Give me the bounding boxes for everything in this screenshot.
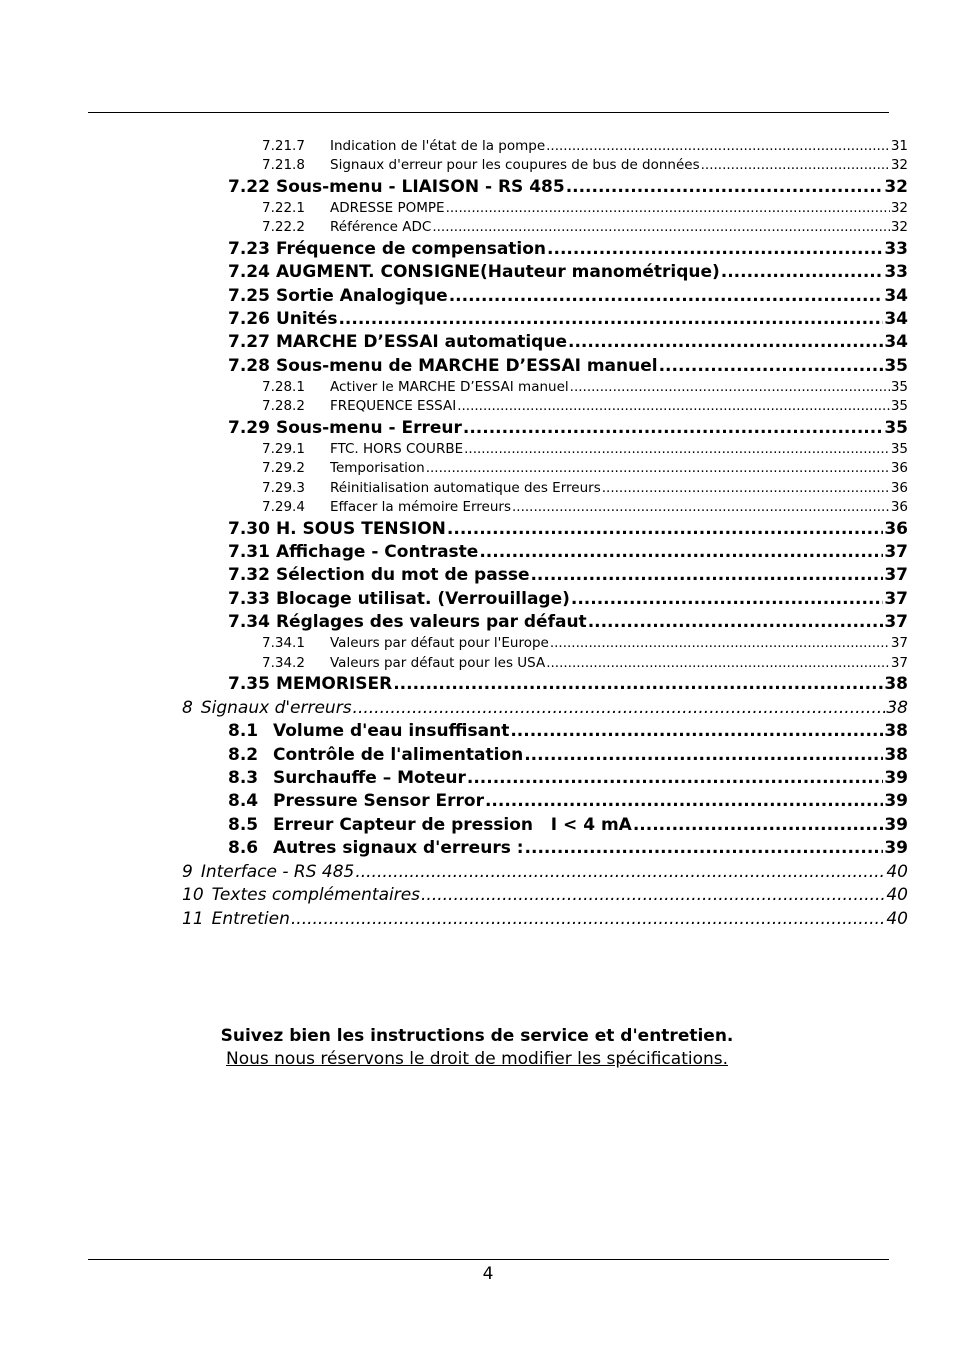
toc-entry[interactable] <box>262 460 908 476</box>
toc-entry-title: Autres signaux d'erreurs : <box>273 838 524 858</box>
toc-entry-number: 8.6 <box>228 838 259 858</box>
toc-entry-number: 7.28 <box>228 356 270 376</box>
toc-entry[interactable] <box>182 862 908 882</box>
toc-entry-page: 35 <box>890 398 908 414</box>
toc-entry-page: 39 <box>884 768 908 788</box>
toc-leader-dots <box>291 909 885 929</box>
toc-entry-number: 7.30 <box>228 519 270 539</box>
toc-entry-number: 7.21.7 <box>262 138 305 154</box>
toc-entry-title: Sélection du mot de passe <box>275 565 530 585</box>
toc-entry-page: 35 <box>890 441 908 457</box>
toc-entry-title: Valeurs par défaut pour les USA <box>330 655 546 671</box>
toc-leader-dots <box>701 157 890 173</box>
toc-entry-number: 7.22 <box>228 177 270 197</box>
toc-entry-number: 7.29 <box>228 418 270 438</box>
toc-leader-dots <box>571 589 883 609</box>
toc-entry-number: 7.26 <box>228 309 270 329</box>
header-rule <box>88 112 889 113</box>
toc-entry-number: 7.29.2 <box>262 460 305 476</box>
toc-entry[interactable] <box>262 200 908 216</box>
toc-entry-page: 36 <box>890 499 908 515</box>
toc-entry[interactable] <box>228 262 908 282</box>
toc-entry-number: 8.2 <box>228 745 259 765</box>
toc-entry-number: 7.34.2 <box>262 655 305 671</box>
toc-leader-dots <box>721 262 884 282</box>
toc-entry[interactable] <box>228 309 908 329</box>
service-instruction-notice: Suivez bien les instructions de service et d'entretien. <box>220 1026 734 1046</box>
toc-entry-number: 7.34.1 <box>262 635 305 651</box>
toc-entry[interactable] <box>262 157 908 173</box>
toc-leader-dots <box>432 219 889 235</box>
toc-entry-title: Sous-menu - LIAISON - RS 485 <box>275 177 565 197</box>
toc-entry-number: 8.1 <box>228 721 259 741</box>
toc-entry[interactable] <box>262 480 908 496</box>
toc-entry-page: 40 <box>886 885 908 905</box>
toc-entry-page: 40 <box>886 862 908 882</box>
toc-entry-page: 38 <box>884 721 908 741</box>
toc-entry-number: 8.4 <box>228 791 259 811</box>
toc-entry[interactable] <box>228 589 908 609</box>
toc-entry-page: 34 <box>884 309 908 329</box>
toc-entry-page: 34 <box>884 332 908 352</box>
toc-entry-title: H. SOUS TENSION <box>275 519 446 539</box>
toc-entry-number: 7.31 <box>228 542 270 562</box>
toc-entry-number: 7.34 <box>228 612 270 632</box>
toc-entry-page: 37 <box>890 655 908 671</box>
toc-entry-title: AUGMENT. CONSIGNE(Hauteur manométrique) <box>275 262 720 282</box>
toc-entry-number: 7.23 <box>228 239 270 259</box>
toc-entry-page: 35 <box>890 379 908 395</box>
toc-leader-dots <box>446 200 890 216</box>
toc-entry[interactable] <box>228 418 908 438</box>
toc-entry[interactable] <box>262 441 908 457</box>
toc-leader-dots <box>457 398 890 414</box>
toc-entry[interactable] <box>228 286 908 306</box>
toc-entry-title: Fréquence de compensation <box>275 239 547 259</box>
toc-entry-title: Réinitialisation automatique des Erreurs <box>330 480 601 496</box>
toc-leader-dots <box>449 286 884 306</box>
toc-entry-number: 7.33 <box>228 589 270 609</box>
toc-leader-dots <box>467 768 883 788</box>
toc-entry-title: Temporisation <box>330 460 425 476</box>
toc-entry-page: 35 <box>884 356 908 376</box>
toc-leader-dots <box>659 356 884 376</box>
toc-entry-title: Affichage - Contraste <box>275 542 479 562</box>
toc-entry-title: Signaux d'erreur pour les coupures de bus de données <box>330 157 700 173</box>
toc-entry[interactable] <box>228 177 908 197</box>
toc-entry-page: 36 <box>890 460 908 476</box>
toc-leader-dots <box>602 480 890 496</box>
toc-entry-number: 7.28.2 <box>262 398 305 414</box>
toc-entry[interactable] <box>262 635 908 651</box>
toc-entry-title: Indication de l'état de la pompe <box>330 138 546 154</box>
toc-entry[interactable] <box>228 745 908 765</box>
toc-entry-title: Effacer la mémoire Erreurs <box>330 499 511 515</box>
toc-entry[interactable] <box>228 542 908 562</box>
toc-entry-page: 38 <box>884 674 908 694</box>
toc-entry-page: 33 <box>884 262 908 282</box>
toc-entry-title: Interface - RS 485 <box>200 862 355 882</box>
toc-entry-number: 8.5 <box>228 815 259 835</box>
toc-entry-number: 7.22.2 <box>262 219 305 235</box>
toc-entry-number: 7.22.1 <box>262 200 305 216</box>
toc-entry-title: Réglages des valeurs par défaut <box>275 612 587 632</box>
toc-entry[interactable] <box>182 885 908 905</box>
toc-entry-title: Signaux d'erreurs <box>200 698 352 718</box>
toc-leader-dots <box>338 309 883 329</box>
toc-leader-dots <box>568 332 883 352</box>
toc-entry[interactable] <box>228 519 908 539</box>
toc-entry-number: 9 <box>182 862 193 882</box>
toc-entry-page: 37 <box>884 565 908 585</box>
toc-entry-title: Surchauffe – Moteur <box>273 768 466 788</box>
toc-entry-title: FREQUENCE ESSAI <box>330 398 457 414</box>
toc-leader-dots <box>530 565 883 585</box>
toc-leader-dots <box>421 885 885 905</box>
toc-entry[interactable] <box>228 791 908 811</box>
toc-entry-number: 7.29.4 <box>262 499 305 515</box>
toc-entry-title: Sous-menu de MARCHE D’ESSAI manuel <box>275 356 658 376</box>
toc-leader-dots <box>588 612 884 632</box>
toc-entry-title: FTC. HORS COURBE <box>330 441 464 457</box>
toc-entry[interactable] <box>228 768 908 788</box>
toc-entry[interactable] <box>228 838 908 858</box>
toc-entry-page: 31 <box>890 138 908 154</box>
toc-entry-page: 32 <box>884 177 908 197</box>
toc-entry-title: Blocage utilisat. (Verrouillage) <box>275 589 570 609</box>
toc-leader-dots <box>463 418 883 438</box>
toc-entry-page: 37 <box>884 589 908 609</box>
toc-entry-page: 32 <box>890 157 908 173</box>
toc-entry-title: Référence ADC <box>330 219 432 235</box>
toc-leader-dots <box>570 379 890 395</box>
toc-leader-dots <box>464 441 890 457</box>
toc-leader-dots <box>633 815 884 835</box>
toc-entry-title: Unités <box>275 309 338 329</box>
toc-entry[interactable] <box>228 612 908 632</box>
toc-entry-page: 40 <box>886 909 908 929</box>
toc-entry-number: 7.32 <box>228 565 270 585</box>
toc-leader-dots <box>524 745 883 765</box>
toc-entry[interactable] <box>228 565 908 585</box>
toc-entry[interactable] <box>228 239 908 259</box>
toc-entry-number: 7.35 <box>228 674 270 694</box>
toc-leader-dots <box>447 519 883 539</box>
toc-entry-page: 36 <box>884 519 908 539</box>
toc-entry-page: 38 <box>884 745 908 765</box>
toc-leader-dots <box>426 460 890 476</box>
toc-entry-page: 37 <box>884 612 908 632</box>
footer-rule <box>88 1259 889 1260</box>
toc-leader-dots <box>546 655 890 671</box>
toc-entry-number: 7.25 <box>228 286 270 306</box>
toc-entry-page: 39 <box>884 791 908 811</box>
toc-entry[interactable] <box>228 674 908 694</box>
toc-entry-number: 7.28.1 <box>262 379 305 395</box>
toc-entry[interactable] <box>228 815 908 835</box>
page-number: 4 <box>482 1264 494 1284</box>
toc-leader-dots <box>485 791 883 811</box>
toc-entry-number: 7.29.1 <box>262 441 305 457</box>
toc-entry-number: 11 <box>182 909 204 929</box>
toc-leader-dots <box>512 499 890 515</box>
toc-leader-dots <box>550 635 890 651</box>
toc-entry[interactable] <box>262 398 908 414</box>
toc-entry-title: Erreur Capteur de pression I < 4 mA <box>273 815 632 835</box>
toc-entry-title: Activer le MARCHE D’ESSAI manuel <box>330 379 569 395</box>
toc-entry-title: ADRESSE POMPE <box>330 200 445 216</box>
toc-entry-page: 35 <box>884 418 908 438</box>
toc-entry-number: 8.3 <box>228 768 259 788</box>
toc-entry-number: 7.27 <box>228 332 270 352</box>
toc-leader-dots <box>566 177 884 197</box>
toc-entry[interactable] <box>228 332 908 352</box>
toc-entry[interactable] <box>182 909 908 929</box>
toc-entry[interactable] <box>262 138 908 154</box>
toc-leader-dots <box>355 862 885 882</box>
toc-entry-title: MEMORISER <box>275 674 393 694</box>
toc-entry[interactable] <box>228 356 908 376</box>
toc-entry-title: Contrôle de l'alimentation <box>273 745 524 765</box>
toc-entry-title: Entretien <box>211 909 290 929</box>
toc-leader-dots <box>547 239 883 259</box>
toc-entry-title: MARCHE D’ESSAI automatique <box>275 332 567 352</box>
toc-entry-number: 10 <box>182 885 204 905</box>
toc-entry-page: 34 <box>884 286 908 306</box>
toc-leader-dots <box>353 698 886 718</box>
toc-entry[interactable] <box>262 655 908 671</box>
toc-entry-title: Valeurs par défaut pour l'Europe <box>330 635 549 651</box>
toc-entry-title: Sous-menu - Erreur <box>275 418 462 438</box>
toc-leader-dots <box>525 838 884 858</box>
toc-entry[interactable] <box>228 721 908 741</box>
toc-entry-page: 37 <box>890 635 908 651</box>
toc-entry-page: 37 <box>884 542 908 562</box>
toc-entry-page: 33 <box>884 239 908 259</box>
toc-entry[interactable] <box>262 499 908 515</box>
toc-entry-page: 32 <box>890 219 908 235</box>
toc-leader-dots <box>510 721 883 741</box>
toc-entry-page: 39 <box>884 815 908 835</box>
toc-entry-page: 32 <box>890 200 908 216</box>
toc-entry-number: 7.21.8 <box>262 157 305 173</box>
toc-leader-dots <box>479 542 883 562</box>
toc-entry-number: 7.24 <box>228 262 270 282</box>
toc-entry-title: Textes complémentaires <box>211 885 421 905</box>
toc-entry[interactable] <box>262 379 908 395</box>
toc-entry-page: 36 <box>890 480 908 496</box>
toc-leader-dots <box>546 138 890 154</box>
toc-entry[interactable] <box>262 219 908 235</box>
toc-entry-title: Pressure Sensor Error <box>273 791 484 811</box>
toc-leader-dots <box>393 674 883 694</box>
toc-entry[interactable] <box>182 698 908 718</box>
toc-entry-number: 7.29.3 <box>262 480 305 496</box>
toc-entry-number: 8 <box>182 698 193 718</box>
toc-entry-title: Sortie Analogique <box>275 286 448 306</box>
toc-entry-page: 38 <box>886 698 908 718</box>
toc-entry-page: 39 <box>884 838 908 858</box>
specification-change-notice: Nous nous réservons le droit de modifier les spécifications. <box>225 1049 729 1069</box>
toc-entry-title: Volume d'eau insuffisant <box>273 721 510 741</box>
